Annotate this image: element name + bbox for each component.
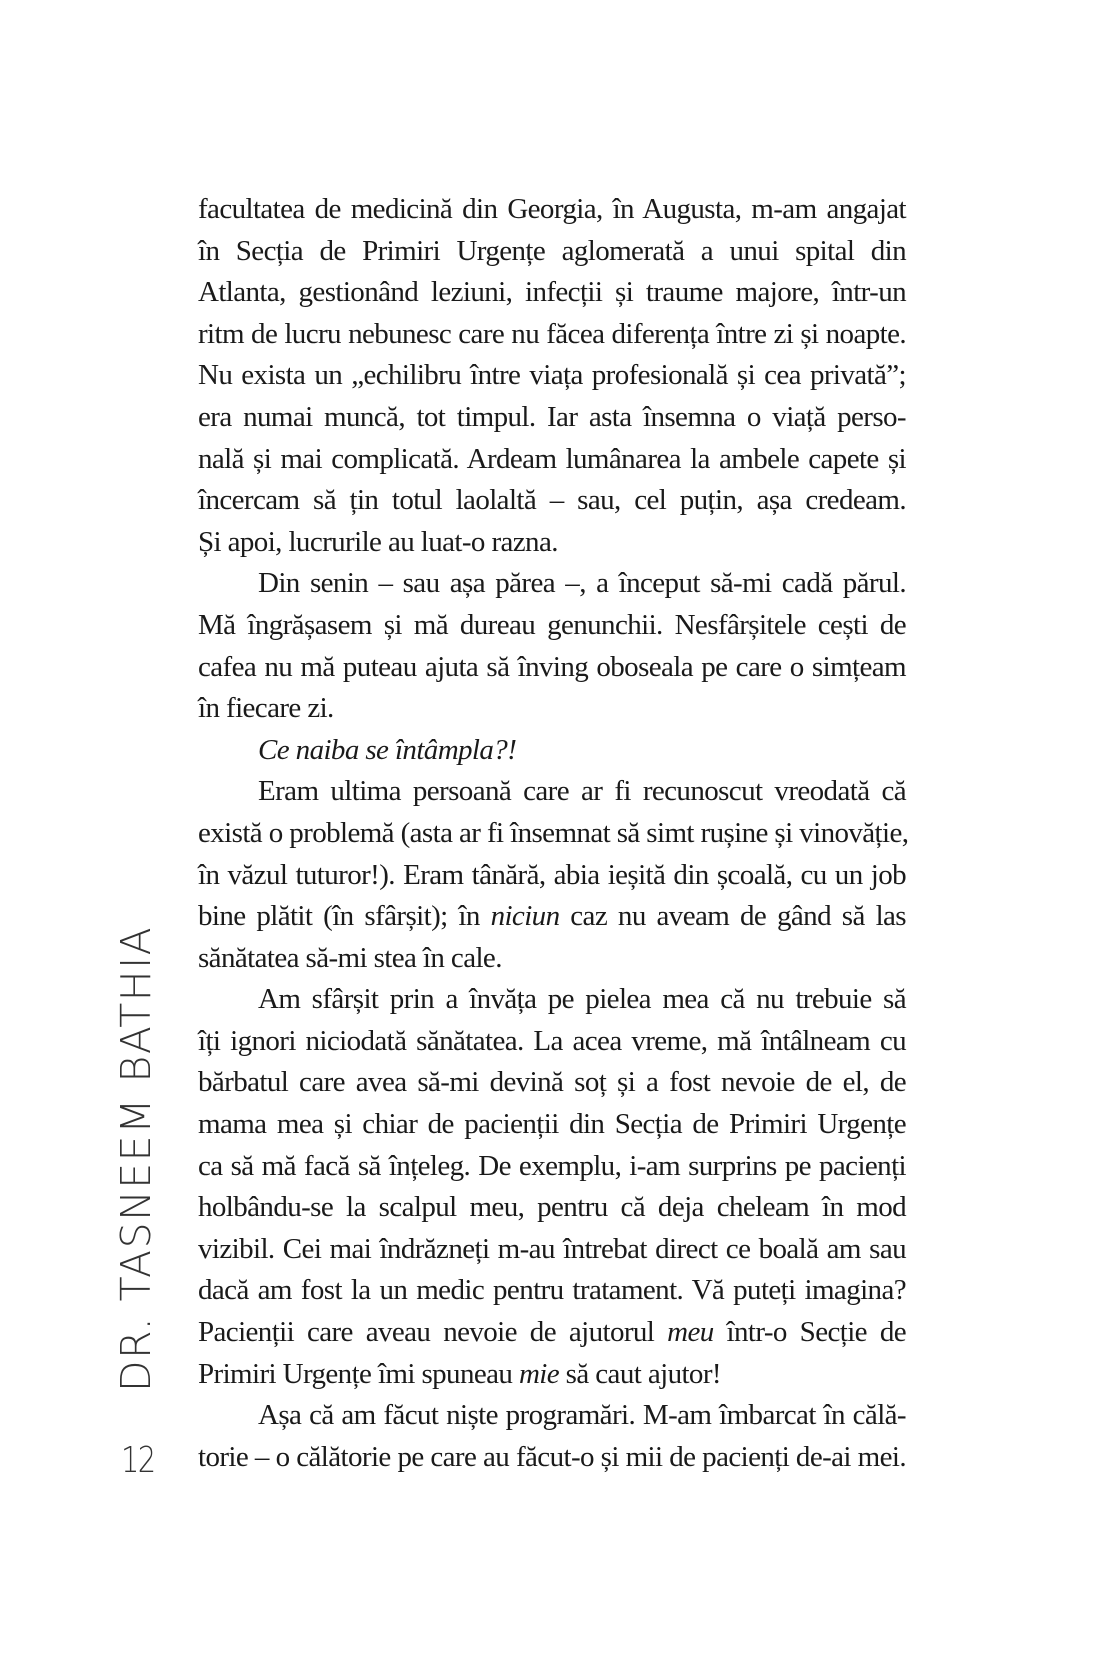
text-line: era numai muncă, tot timpul. Iar asta însemna o viață perso-	[198, 400, 906, 433]
text-line: încercam să țin totul laolaltă – sau, cel puțin, așa credeam.	[198, 484, 906, 517]
emphasis-text: meu	[667, 1316, 714, 1349]
text-line: există o problemă (asta ar fi însemnat să simt rușine și vinovăție,	[198, 816, 909, 849]
text-line: Eram ultima persoană care ar fi recunoscut vreodată că	[258, 775, 906, 808]
text-line: cafea nu mă puteau ajuta să înving oboseala pe care o simțeam	[198, 650, 906, 683]
text-line: mama mea și chiar de pacienții din Secția de Primiri Urgențe	[198, 1108, 906, 1141]
body-text	[198, 189, 909, 1478]
text-line	[198, 1354, 906, 1396]
text-run: într-o Secție de	[713, 1316, 906, 1349]
text-line: Atlanta, gestionând leziuni, infecții și traume majore, într-un	[198, 276, 906, 309]
emphasis-text: niciun	[490, 900, 560, 933]
text-line: Am sfârșit prin a învăța pe pielea mea că nu trebuie să	[258, 983, 906, 1016]
italic-exclamation: Ce naiba se întâmpla?!	[258, 733, 517, 766]
emphasis-text: mie	[518, 1357, 560, 1390]
text-line: în Secția de Primiri Urgențe aglomerată a unui spital din	[198, 234, 906, 267]
running-head-author: DR. TASNEEM BATHIA	[112, 925, 160, 1392]
text-line: în fiecare zi.	[198, 692, 334, 725]
text-line	[198, 1312, 906, 1354]
text-line: nală și mai complicată. Ardeam lumânarea la ambele capete și	[198, 442, 906, 475]
text-run: caz nu aveam de gând să las	[559, 900, 906, 933]
text-run: Primiri Urgențe îmi spuneau	[198, 1357, 519, 1390]
text-line: vizibil. Cei mai îndrăzneți m-au întrebat direct ce boală am sau	[198, 1232, 906, 1265]
text-line: Și apoi, lucrurile au luat-o razna.	[198, 525, 558, 558]
text-line: în văzul tuturor!). Eram tânără, abia ieșită din școală, cu un job	[198, 858, 906, 891]
text-line: dacă am fost la un medic pentru tratament. Vă puteți imagina?	[198, 1274, 906, 1307]
text-line	[198, 896, 906, 938]
text-line: Din senin – sau așa părea –, a început să-mi cadă părul.	[258, 567, 906, 600]
text-run: să caut ajutor!	[559, 1357, 721, 1390]
text-line: facultatea de medicină din Georgia, în Augusta, m-am angajat	[198, 193, 906, 225]
text-line: ca să mă facă să înțeleg. De exemplu, i-am surprins pe pacienți	[198, 1149, 906, 1182]
text-line: holbându-se la scalpul meu, pentru că deja cheleam în mod	[198, 1191, 906, 1224]
text-line: torie – o călătorie pe care au făcut-o și mii de pacienți de-ai mei.	[198, 1440, 906, 1473]
text-run: bine plătit (în sfârșit); în	[198, 900, 491, 933]
text-line: Nu exista un „echilibru între viața profesională și cea privată”;	[198, 359, 906, 392]
text-line: Mă îngrășasem și mă dureau genunchii. Nesfârșitele cești de	[198, 608, 906, 641]
text-line: Așa că am făcut niște programări. M-am îmbarcat în călă-	[258, 1399, 906, 1432]
text-line: ritm de lucru nebunesc care nu făcea diferența între zi și noapte.	[198, 317, 906, 350]
page-number: 12	[121, 1440, 155, 1481]
text-line: îți ignori niciodată sănătatea. La acea vreme, mă întâlneam cu	[198, 1024, 906, 1057]
text-line: sănătatea să-mi stea în cale.	[198, 941, 502, 974]
text-run: Pacienții care aveau nevoie de ajutorul	[198, 1316, 668, 1349]
text-line: bărbatul care avea să-mi devină soț și a fost nevoie de el, de	[198, 1066, 906, 1099]
